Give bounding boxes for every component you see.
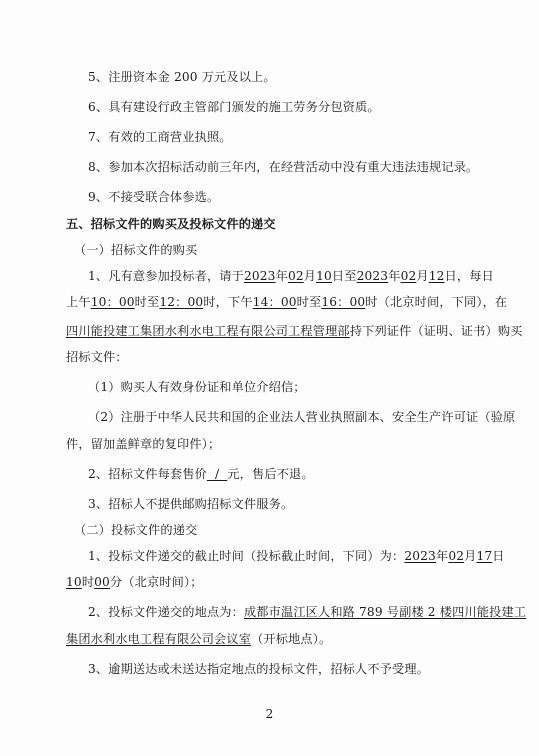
item-9: 9、不接受联合体参选。 xyxy=(88,190,220,204)
afternoon-start: 14：00 xyxy=(252,295,297,309)
purchase-period-line-2: 上午10：00时至12：00时，下午14：00时至16：00时（北京时间，下同），在 xyxy=(66,295,508,309)
item-7: 7、有效的工商营业执照。 xyxy=(88,130,232,144)
location-line-2: 集团水利水电工程有限公司会议室（开标地点）。 xyxy=(66,632,332,646)
deadline-year: 2023 xyxy=(404,549,436,563)
late-submission-rule: 3、逾期送达或未送达指定地点的投标文件，招标人不予受理。 xyxy=(88,662,430,676)
deadline-day: 17 xyxy=(476,549,493,563)
purchase-tail: 招标文件： xyxy=(66,350,128,364)
afternoon-end: 16：00 xyxy=(321,295,366,309)
no-mail-order: 3、招标人不提供邮购招标文件服务。 xyxy=(88,497,294,511)
subsection-purchase: （一）招标文件的购买 xyxy=(74,243,198,257)
page-number: 2 xyxy=(265,707,274,721)
deadline-hour: 10 xyxy=(66,575,82,589)
deadline-line-2: 10时00分（北京时间）； xyxy=(66,575,203,589)
price-line: 2、招标文件每套售价 / 元，售后不退。 xyxy=(88,467,314,481)
submission-location: 成都市温江区人和路 789 号副楼 2 楼四川能投建工 xyxy=(243,605,527,619)
deadline-line-1: 1、投标文件递交的截止时间（投标截止时间，下同）为：2023年02月17日 xyxy=(88,549,505,563)
subsection-submission: （二）投标文件的递交 xyxy=(74,523,198,537)
start-month: 02 xyxy=(287,269,304,283)
item-5: 5、注册资本金 200 万元及以上。 xyxy=(88,70,276,84)
end-year: 2023 xyxy=(356,269,389,283)
purchase-place: 四川能投建工集团水利水电工程有限公司工程管理部 xyxy=(66,324,350,338)
end-month: 02 xyxy=(400,269,417,283)
purchase-place-line: 四川能投建工集团水利水电工程有限公司工程管理部持下列证件（证明、证书）购买 xyxy=(66,324,523,338)
requirement-1: （1）购买人有效身份证和单位介绍信； xyxy=(88,380,306,394)
section-heading: 五、招标文件的购买及投标文件的递交 xyxy=(66,217,276,231)
location-line-1: 2、投标文件递交的地点为：成都市温江区人和路 789 号副楼 2 楼四川能投建工 xyxy=(88,605,527,619)
purchase-period-line-1: 1、凡有意参加投标者，请于2023年02月10日至2023年02月12日，每日 xyxy=(88,269,494,283)
end-day: 12 xyxy=(428,269,445,283)
deadline-month: 02 xyxy=(448,549,465,563)
item-6: 6、具有建设行政主管部门颁发的施工劳务分包资质。 xyxy=(88,100,380,114)
start-day: 10 xyxy=(316,269,332,283)
item-8: 8、参加本次招标活动前三年内，在经营活动中没有重大违法违规记录。 xyxy=(88,160,479,174)
start-year: 2023 xyxy=(243,269,276,283)
morning-start: 10：00 xyxy=(90,295,135,309)
deadline-minute: 00 xyxy=(94,575,110,589)
requirement-2-line-2: 件，留加盖鲜章的复印件）； xyxy=(66,437,221,451)
submission-location-cont: 集团水利水电工程有限公司会议室 xyxy=(66,632,252,646)
price-value: / xyxy=(206,467,228,481)
morning-end: 12：00 xyxy=(159,295,204,309)
requirement-2-line-1: （2）注册于中华人民共和国的企业法人营业执照副本、安全生产许可证（验原 xyxy=(88,410,516,424)
text: 1、凡有意参加投标者，请于 xyxy=(88,269,244,283)
